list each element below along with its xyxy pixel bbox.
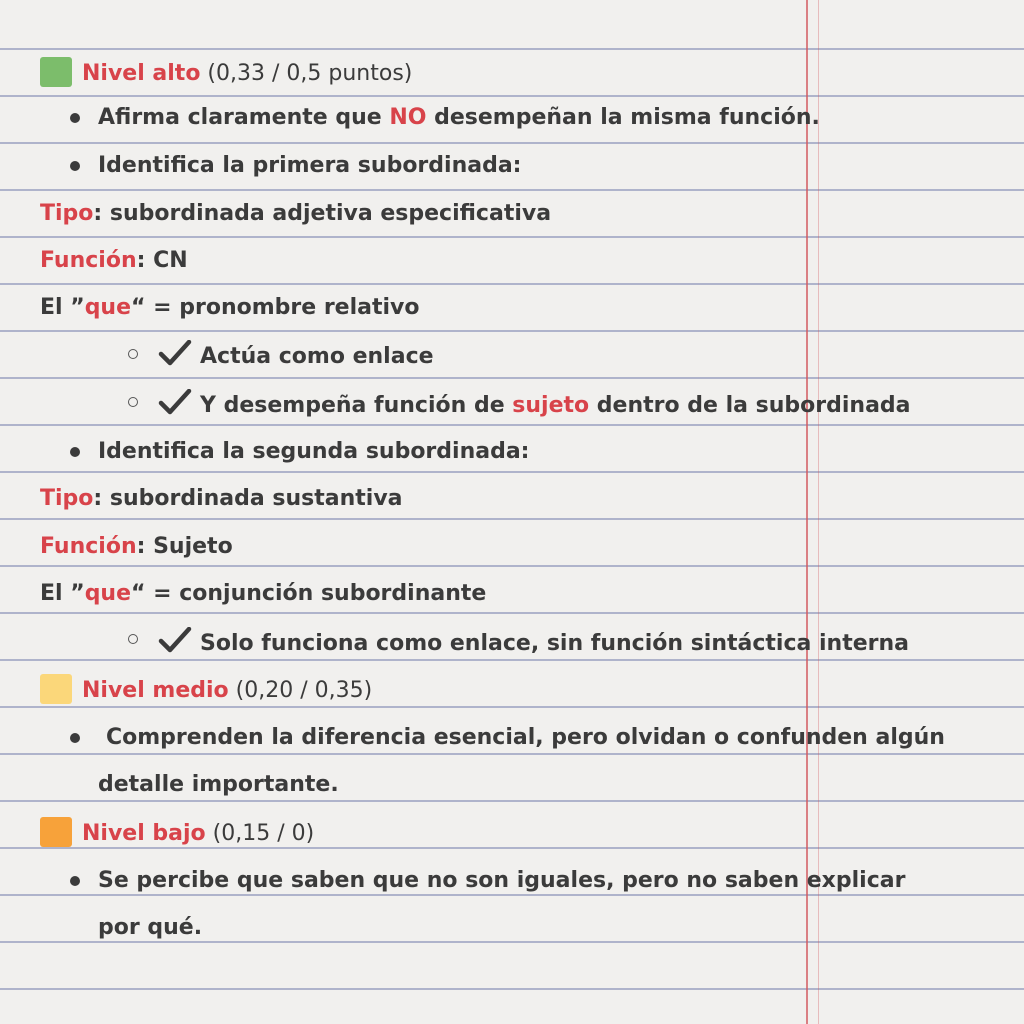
que-text-a: El ” [40,295,85,320]
funcion-label: Función [40,534,137,559]
high-sub-2 [158,389,911,421]
orange-square-icon [40,817,72,847]
high-funcion-2 [40,532,233,562]
high-sub-3-text: Solo funciona como enlace, sin función sintáctica interna [200,631,910,656]
tipo-label: Tipo [40,486,94,511]
level-high-label: Nivel alto [82,61,201,86]
green-square-icon [40,57,72,87]
high-sub-1 [158,340,434,372]
que-word: que [84,295,132,320]
tipo-label: Tipo [40,201,94,226]
high-bullet-1 [98,103,820,133]
que-text-b: “ = pronombre relativo [131,295,420,320]
level-high-heading [40,57,412,89]
low-bullet-1-line-2: por qué. [98,915,203,940]
medium-bullet-1-line-2: detalle importante. [98,772,339,797]
high-sub-2-text-b: dentro de la subordinada [589,393,911,418]
high-bullet-2: Identifica la primera subordinada: [98,153,522,178]
level-medium-range: (0,20 / 0,35) [228,678,373,703]
yellow-square-icon [40,674,72,704]
que-text-b: “ = conjunción subordinante [131,581,487,606]
que-text-a: El ” [40,581,85,606]
level-medium-heading [40,674,372,706]
tipo-value: : subordinada sustantiva [93,486,403,511]
high-bullet-1-text-a: Afirma claramente que [98,105,390,130]
level-medium-label: Nivel medio [82,678,229,703]
bullet-circle-icon [128,349,138,359]
high-bullet-3: Identifica la segunda subordinada: [98,439,530,464]
level-high-range: (0,33 / 0,5 puntos) [200,61,413,86]
sujeto-word: sujeto [512,393,590,418]
high-tipo-2 [40,484,403,514]
bullet-circle-icon [128,397,138,407]
bullet-dot-icon [70,447,80,457]
low-bullet-1-line-1: Se percibe que saben que no son iguales, pero no saben explicar [98,868,906,893]
tipo-value: : subordinada adjetiva especificativa [93,201,552,226]
high-sub-1-text: Actúa como enlace [200,344,434,369]
high-sub-3 [158,627,909,659]
medium-bullet-1-line-1: Comprenden la diferencia esencial, pero olvidan o confunden algún [106,725,945,750]
funcion-label: Función [40,248,137,273]
que-word: que [84,581,132,606]
checkmark-icon [158,389,192,415]
bullet-dot-icon [70,113,80,123]
funcion-value: : CN [136,248,188,273]
high-que-2 [40,579,486,609]
bullet-dot-icon [70,733,80,743]
bullet-dot-icon [70,161,80,171]
high-bullet-1-no: NO [389,105,427,130]
high-sub-2-text-a: Y desempeña función de [200,393,513,418]
level-low-label: Nivel bajo [82,821,206,846]
high-tipo-1 [40,199,551,229]
checkmark-icon [158,627,192,653]
high-funcion-1 [40,246,188,276]
checkmark-icon [158,340,192,366]
bullet-circle-icon [128,634,138,644]
high-bullet-1-text-b: desempeñan la misma función. [426,105,820,130]
high-que-1 [40,293,420,323]
level-low-range: (0,15 / 0) [205,821,315,846]
level-low-heading [40,817,314,849]
bullet-dot-icon [70,876,80,886]
funcion-value: : Sujeto [136,534,233,559]
